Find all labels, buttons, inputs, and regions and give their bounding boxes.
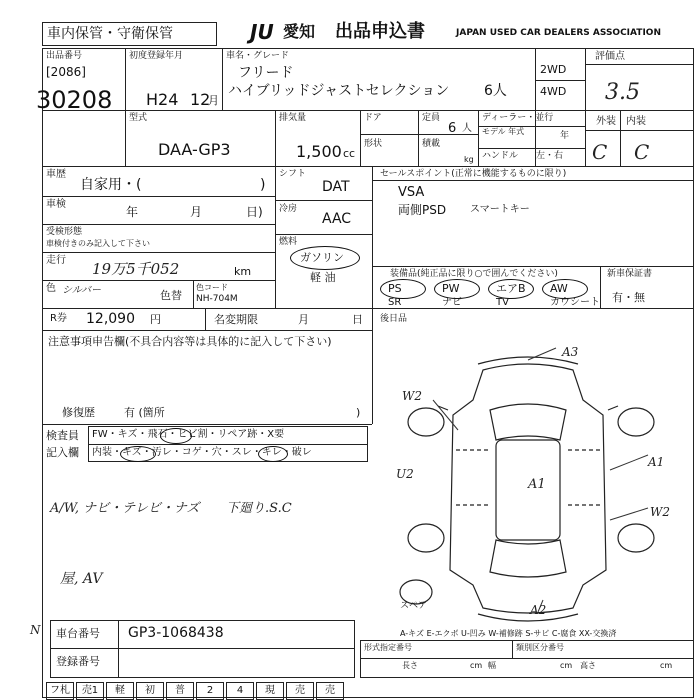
vehicle-grade: ハイブリッドジャストセレクション (228, 83, 450, 99)
selling-points-label: セールスポイント(正常に機能するものに限り) (380, 169, 567, 179)
footer-stamp-2: 軽 (106, 682, 134, 700)
footer-stamp-7: 現 (256, 682, 284, 700)
footer-stamp-9: 売 (316, 682, 344, 700)
equipment-item-0-bottom: SR (388, 297, 402, 308)
chassis-label: 車台番号 (56, 627, 100, 640)
lot-label: 出品番号 (46, 51, 83, 61)
front-windshield (490, 404, 566, 440)
remark-line-1: A/W, ナビ・テレビ・ナズ (50, 501, 200, 516)
mileage-label: 走行 (46, 255, 66, 266)
mileage-unit: km (234, 265, 252, 278)
rating-score: 3.5 (605, 80, 640, 105)
width-unit: cm (560, 661, 573, 670)
chassis-value: GP3-1068438 (128, 625, 224, 641)
selling-point-3: スマートキー (470, 204, 530, 215)
height-label: 高さ (580, 661, 596, 670)
drive-2wd: 2WD (540, 63, 567, 76)
load-unit: kg (464, 155, 474, 164)
fuel-gasoline: ガソリン (300, 251, 344, 264)
footer-stamp-5: 2 (196, 682, 224, 700)
handle-options: 左・右 (536, 151, 564, 161)
inspector-label-1: 検査員 (46, 429, 79, 442)
recycle-label: R券 (50, 313, 67, 324)
chassis-corner-mark: N (30, 623, 41, 637)
inspection-month-unit: 月 (190, 205, 203, 219)
equipment-item-3-bottom: カウシート (550, 297, 600, 308)
selling-point-1: VSA (398, 185, 425, 200)
form-number-label: 形式指定番号 (364, 643, 412, 652)
org-name: 愛知 (283, 22, 316, 41)
equipment-item-3-circle (542, 279, 588, 299)
model-label: 型式 (129, 113, 148, 123)
capacity-unit: 人 (462, 123, 472, 134)
name-change-label: 名変期限 (214, 313, 258, 326)
shift-label: シフト (279, 169, 307, 179)
inspection-year-unit: 年 (126, 205, 139, 219)
shape-label: 形状 (364, 139, 383, 149)
vehicle-label: 車名・グレード (226, 51, 290, 61)
name-change-month: 月 (298, 313, 309, 326)
inspection-day-unit: 日) (246, 205, 263, 219)
wheel-front-right (618, 408, 654, 436)
inspector-row-1: FW・キズ・飛石・ヒビ割・リペア跡・X要 (92, 429, 285, 440)
handle-label: ハンドル (482, 151, 519, 161)
mark-a1-right-leader (610, 455, 648, 470)
mark-a2: A2 (530, 603, 547, 617)
displacement-value: 1,500 (296, 142, 342, 161)
fuel-label: 燃料 (279, 237, 298, 247)
remark-line-2: 屋, AV (60, 571, 103, 587)
width-label: 幅 (488, 661, 496, 670)
history-label: 車歴 (46, 169, 66, 180)
accepted-form-label: 受検形態 (46, 227, 83, 237)
recycle-value: 12,090 (86, 311, 135, 327)
equipment-item-1-bottom: ナビ (442, 297, 462, 308)
color-value: シルバー (62, 285, 102, 296)
equipment-item-0-top: PS (388, 282, 402, 295)
recycle-unit: 円 (150, 313, 161, 326)
fuel-gasoline-circle (290, 246, 360, 270)
storage-type: 車内保管・守衛保管 (47, 26, 173, 42)
equipment-item-0-circle (380, 279, 426, 299)
mileage-value: 19万5千052 (92, 260, 180, 278)
registration-month: 12 (190, 90, 211, 109)
mark-w2-leader (433, 400, 458, 430)
mark-a1-center: A1 (528, 477, 546, 492)
wheel-rear-left (408, 524, 444, 552)
footer-stamp-8: 売 (286, 682, 314, 700)
height-unit: cm (660, 661, 673, 670)
inspector-label-2: 記入欄 (46, 446, 79, 459)
shift-value: DAT (322, 179, 350, 195)
rating-label: 評価点 (595, 51, 625, 62)
vehicle-seats: 6人 (484, 83, 507, 99)
equipment-item-1-circle (434, 279, 480, 299)
color-label: 色 (46, 283, 56, 294)
doors-label: ドア (364, 113, 382, 123)
equipment-item-2-top: エアB (496, 282, 526, 295)
equipment-item-2-circle (488, 279, 534, 299)
displacement-unit: cc (343, 147, 356, 160)
exterior-label: 外装 (596, 116, 616, 127)
notes-label: 注意事項申告欄(不具合内容等は具体的に記入して下さい) (48, 335, 332, 348)
color-change-label: 色替 (160, 289, 182, 302)
equipment-item-1-top: PW (442, 282, 460, 295)
length-unit: cm (470, 661, 483, 670)
exterior-grade: C (592, 140, 608, 164)
mark-u2: U2 (396, 467, 414, 481)
accepted-form-note: 車検付きのみ記入して下さい (46, 239, 150, 248)
displacement-label: 排気量 (279, 113, 307, 123)
spare-label: スペア (400, 601, 428, 611)
warranty-label: 新車保証書 (607, 269, 653, 279)
equipment-item-3-top: AW (550, 282, 568, 295)
load-label: 積載 (422, 139, 441, 149)
inspector-row-2: 内装・キズ・汚レ・コゲ・穴・スレ・キレ・破レ (92, 447, 312, 458)
interior-scratch-circle (120, 446, 156, 462)
color-code-label: 色コード (196, 283, 228, 292)
selling-point-2: 両側PSD (398, 203, 447, 217)
registration-month-unit: 月 (208, 94, 219, 107)
rear-seat-label: 後日品 (380, 314, 408, 324)
flying-stone-circle (160, 428, 192, 444)
footer-stamp-1: 売1 (76, 682, 104, 700)
capacity-value: 6 (448, 121, 457, 136)
ju-logo: JU (250, 20, 274, 44)
mark-a1-right: A1 (648, 455, 665, 469)
dealer-label: ディーラー・並行 (482, 113, 554, 123)
footer-stamp-4: 普 (166, 682, 194, 700)
name-change-day: 日 (352, 313, 363, 326)
wheel-rear-right (618, 524, 654, 552)
class-number-label: 類別区分番号 (516, 643, 564, 652)
model-year-label: モデル 年式 (482, 127, 525, 136)
length-label: 長さ (402, 661, 418, 670)
footer-stamp-3: 初 (136, 682, 164, 700)
remark-line-1b: 下廻り.S.C (226, 501, 292, 516)
capacity-label: 定員 (422, 113, 441, 123)
year-unit: 年 (560, 131, 570, 141)
doc-title: 出品申込書 (335, 21, 425, 42)
repair-value: 有 (箇所 (124, 406, 165, 419)
footer-stamp-0: フ札 (46, 682, 74, 700)
lot-number: 30208 (36, 86, 113, 114)
equipment-item-2-bottom: TV (496, 297, 509, 308)
interior-label: 内装 (626, 116, 646, 127)
mark-w2-left: W2 (402, 389, 422, 403)
registration-year: H24 (146, 90, 179, 109)
mark-a3: A3 (562, 345, 579, 359)
storage-type-box (42, 22, 217, 46)
interior-grade: C (634, 140, 650, 164)
mark-w2-right-leader (610, 508, 648, 520)
rear-window (490, 540, 566, 577)
warranty-options: 有・無 (612, 291, 645, 304)
equipment-label: 装備品(純正品に限り○で囲んでください) (390, 269, 558, 279)
history-value: 自家用・( (80, 177, 142, 193)
history-close: ) (260, 177, 266, 193)
wheel-front-left (408, 408, 444, 436)
reg-number-label: 登録番号 (56, 655, 100, 668)
lot-code: [2086] (46, 65, 86, 79)
footer-stamp-6: 4 (226, 682, 254, 700)
repair-label: 修復歴 (62, 406, 95, 419)
drive-4wd: 4WD (540, 85, 567, 98)
repair-close: ) (356, 406, 361, 419)
inspection-label: 車検 (46, 199, 66, 210)
registration-label: 初度登録年月 (129, 51, 184, 61)
damage-legend: A-キズ E-エクボ U-凹み W-補修跡 S-サビ C-腐食 XX-交換済 (400, 629, 617, 638)
fuel-diesel: 軽 油 (310, 271, 336, 284)
aircon-label: 冷房 (279, 204, 298, 214)
org-en: JAPAN USED CAR DEALERS ASSOCIATION (456, 28, 661, 38)
color-code: NH-704M (196, 294, 238, 304)
model-value: DAA-GP3 (158, 140, 231, 159)
interior-wear-circle (258, 446, 288, 462)
vehicle-name: フリード (238, 65, 294, 81)
mark-w2-right: W2 (650, 505, 670, 519)
aircon-value: AAC (322, 211, 352, 227)
